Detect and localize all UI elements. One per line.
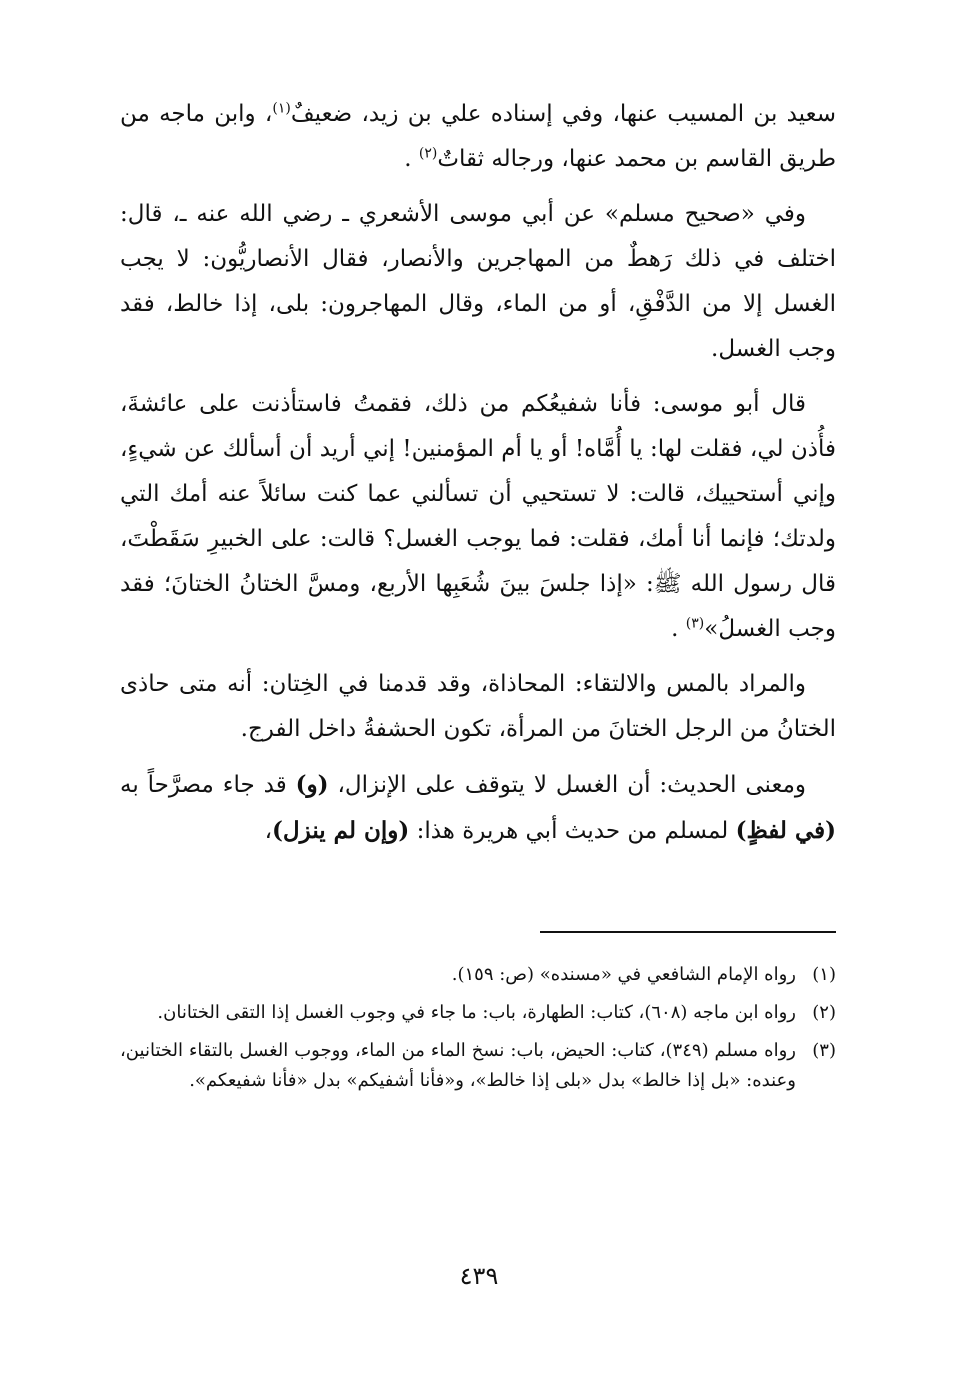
footnote-ref-2: (٢)	[418, 145, 438, 162]
main-text	[120, 92, 836, 864]
paragraph-5: ومعنى الحديث: أن الغسل لا يتوقف على الإنزال، (و) قد جاء مصرَّحاً به (في لفظٍ) لمسلم من حديث أبي هريرة هذا: (وإن لم ينزل)،	[120, 771, 836, 844]
footnote-number: (٢)	[812, 1002, 836, 1023]
footnote-text: رواه مسلم (٣٤٩)، كتاب: الحيض، باب: نسخ الماء من الماء، ووجوب الغسل بالتقاء الختانين، وعنده: «بل إذا خالط» بدل «بلى إذا خالط»، و«فأنا أشفيكم» بدل «فأنا شفيعكم».	[120, 1040, 796, 1091]
footnote-number: (١)	[812, 964, 836, 985]
bold-insert-lam-yunzil: (وإن لم ينزل)	[272, 817, 410, 844]
paragraph-1: سعيد بن المسيب عنها، وفي إسناده علي بن زيد، ضعيفٌ$^{(١)}$، وابن ماجه من طريق القاسم بن محمد عنها، ورجاله ثقاتٌ$^{(٢)}$ .	[120, 100, 836, 172]
footnote-2	[120, 998, 836, 1028]
paragraph-3: قال أبو موسى: فأنا شفيعُكم من ذلك، فقمتُ فاستأذنت على عائشةَ، فأُذن لي، فقلت لها: يا أُمَّاه! أو يا أم المؤمنين! إني أريد أن أسألك عن شيءٍ، وإني أستحييك، قالت: لا تستحيي أن تسألني عما كنت سائلاً عنه أمك التي ولدتك؛ فإنما أنا أمك، فقلت: فما يوجب الغسل؟ قالت: على الخبيرِ سَقَطْتَ، قال رسول الله ﷺ: «إذا جلسَ بينَ شُعَبِها الأربع، ومسَّ الختانُ الختانَ؛ فقد وجب الغسلُ»$^{(٣)}$ .	[120, 391, 836, 642]
footnote-separator	[540, 931, 836, 933]
footnote-text: رواه ابن ماجه (٦٠٨)، كتاب: الطهارة، باب: ما جاء في وجوب الغسل إذا التقى الختانان.	[157, 1002, 796, 1023]
paragraph-4: والمراد بالمس والالتقاء: المحاذاة، وقد قدمنا في الخِتان: أنه متى حاذى الختانُ من الرجل الختانَ من المرأة، تكون الحشفةُ داخل الفرج.	[120, 671, 836, 742]
paragraph-2: وفي «صحيح مسلم» عن أبي موسى الأشعري ـ رضي الله عنه ـ، قال: اختلف في ذلك رَهطٌ من المهاجرين والأنصار، فقال الأنصاريُّون: لا يجب الغسل إلا من الدَّفْقِ، أو من الماء، وقال المهاجرون: بلى، إذا خالط، فقد وجب الغسل.	[120, 201, 836, 362]
footnote-number: (٣)	[812, 1040, 836, 1061]
footnote-ref-3: (٣)	[685, 615, 705, 632]
footnote-text: رواه الإمام الشافعي في «مسنده» (ص: ١٥٩).	[451, 964, 796, 985]
bold-insert-lafz: (في لفظٍ)	[735, 817, 836, 844]
page-number: ٤٣٩	[459, 1262, 499, 1290]
footnotes	[120, 960, 836, 1104]
footnote-1	[120, 960, 836, 990]
bold-insert-wa: (و)	[295, 771, 329, 798]
footnote-3	[120, 1036, 836, 1096]
footnote-ref-1: (١)	[272, 100, 291, 117]
